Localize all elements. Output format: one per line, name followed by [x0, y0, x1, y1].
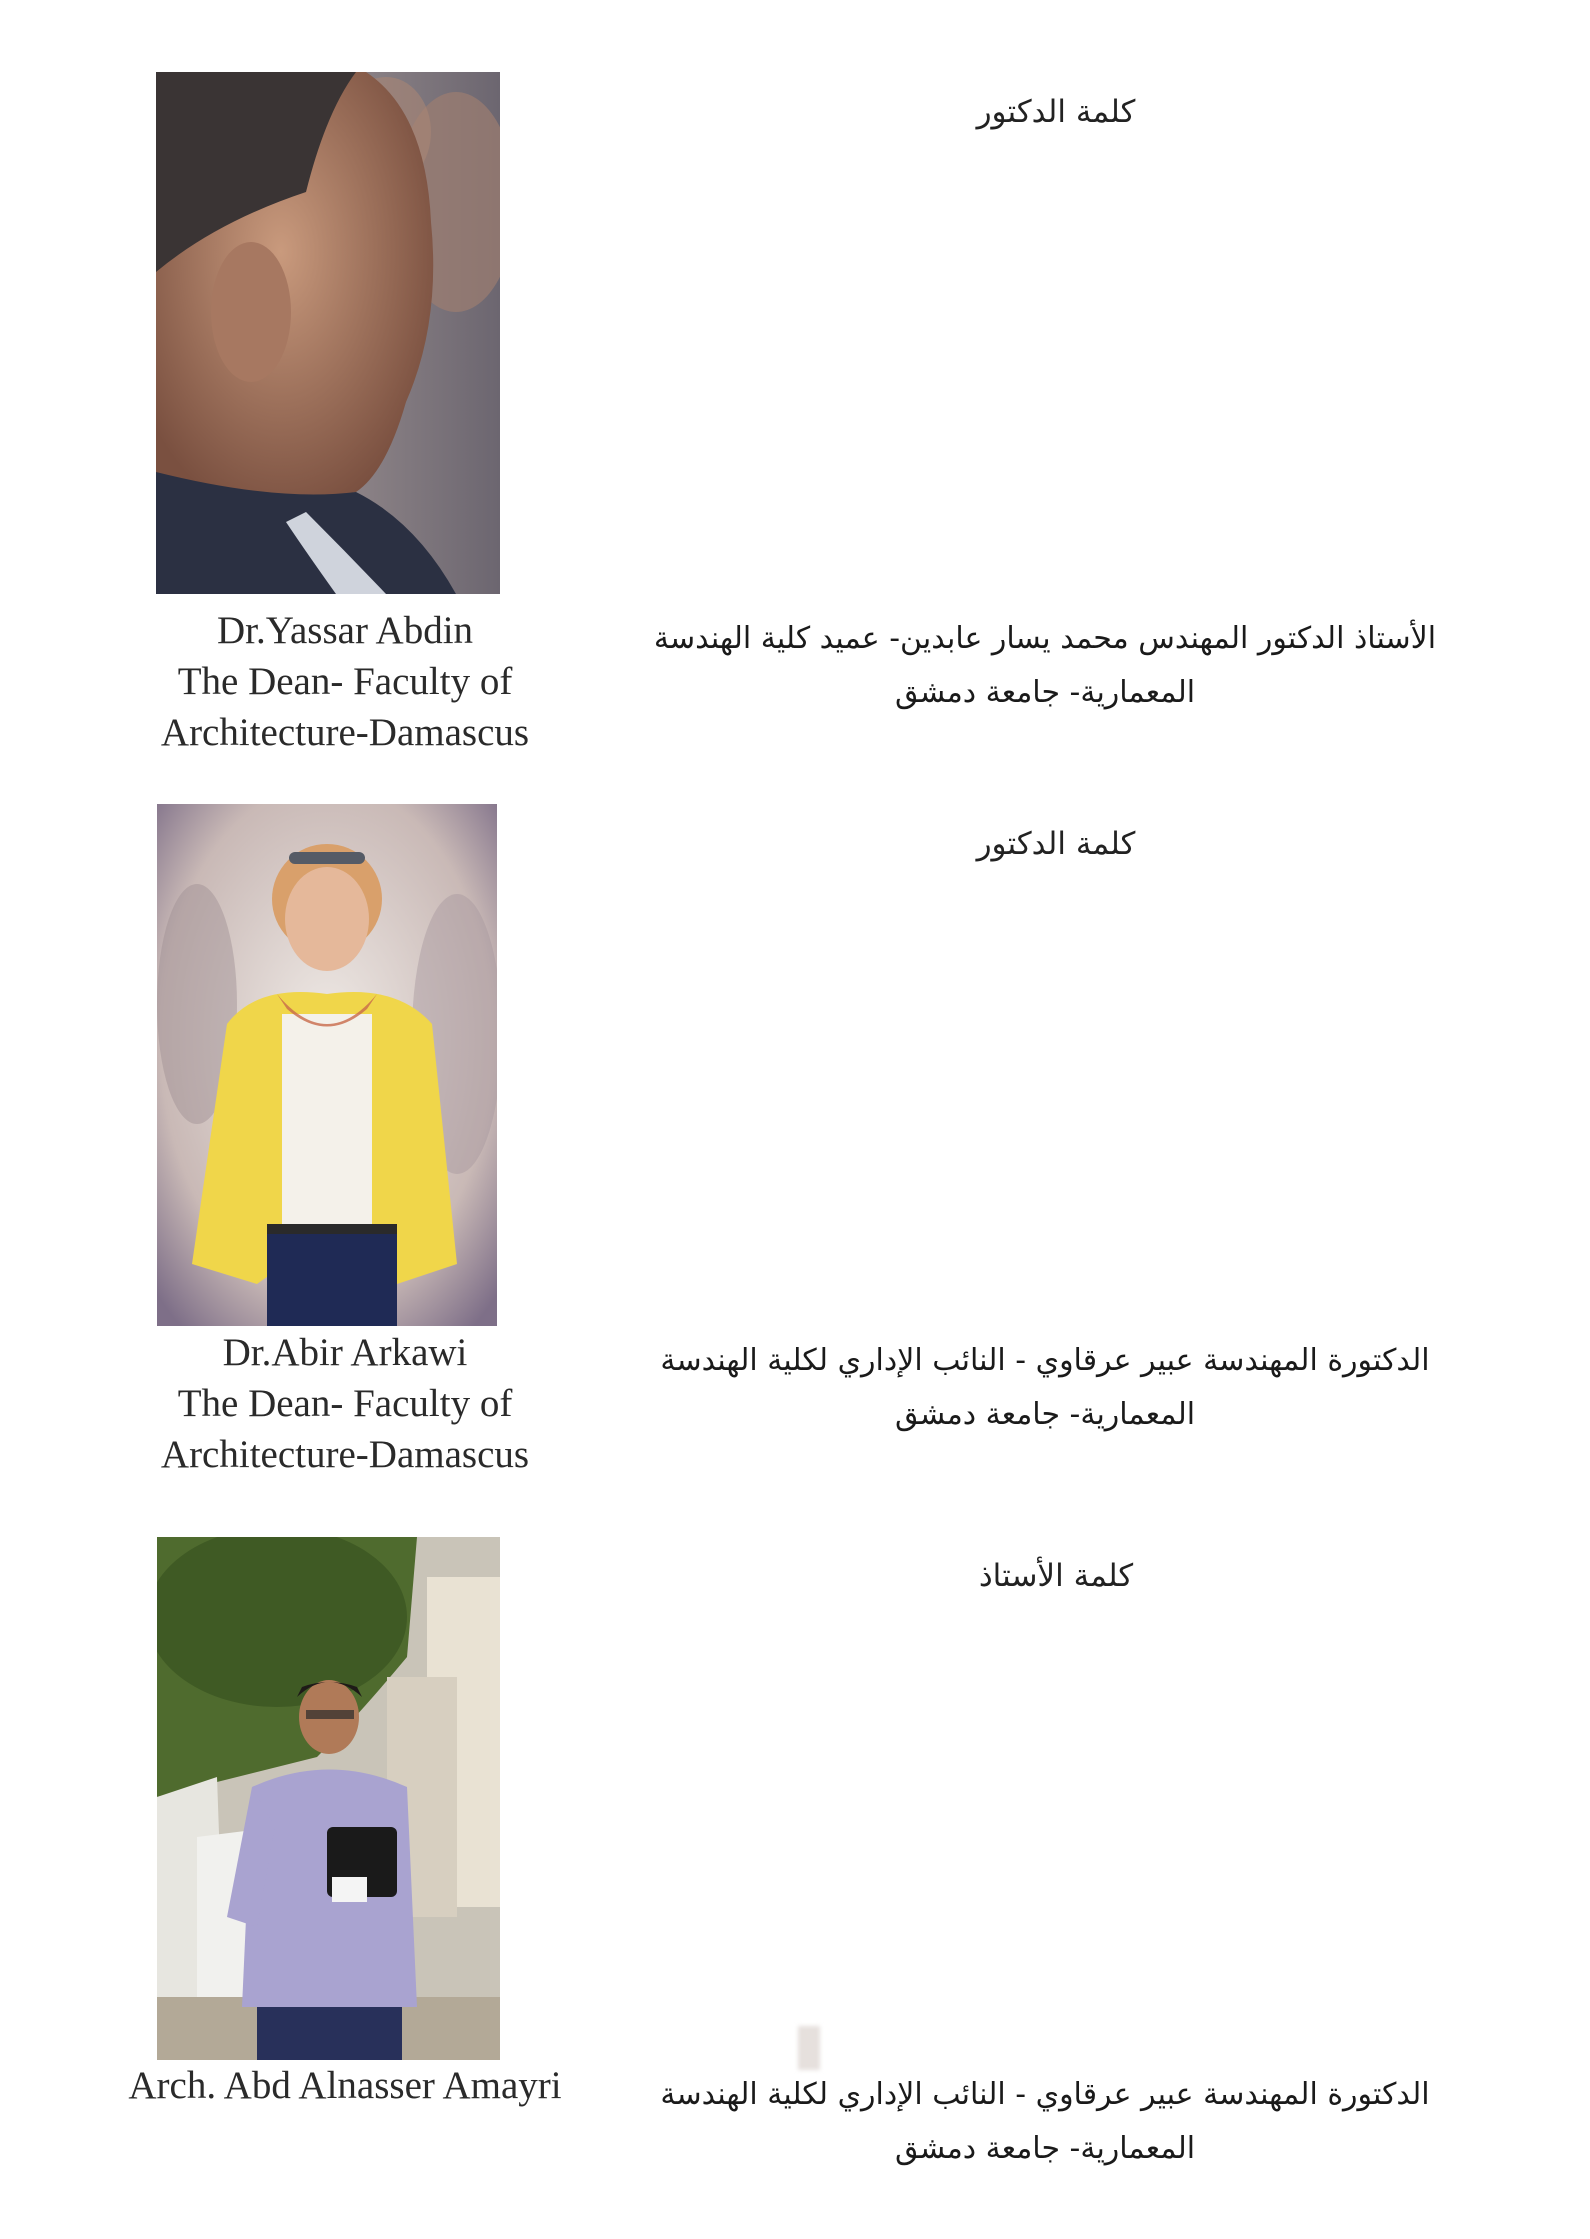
portrait-photo-woman-yellow-jacket-icon — [157, 804, 497, 1326]
profile-title: The Dean- Faculty of — [177, 660, 513, 703]
description-line: الدكتورة المهندسة عبير عرقاوي - النائب الإداري لكلية الهندسة — [660, 1343, 1430, 1378]
description-line: المعمارية- جامعة دمشق — [894, 675, 1196, 710]
profile-photo-abd-alnasser-amayri — [157, 1537, 500, 2060]
profile-name: Dr.Yassar Abdin — [216, 609, 474, 652]
profile-description — [600, 1334, 1490, 1442]
profile-heading: كلمة الأستاذ — [978, 1558, 1134, 1594]
profile-title: Architecture-Damascus — [160, 711, 530, 754]
portrait-photo-man-outdoors-icon — [157, 1537, 500, 2060]
description-line: الدكتورة المهندسة عبير عرقاوي - النائب الإداري لكلية الهندسة — [660, 2077, 1430, 2112]
profile-heading: كلمة الدكتور — [976, 94, 1136, 130]
description-line: الأستاذ الدكتور المهندس محمد يسار عابدين- عميد كلية الهندسة — [653, 621, 1437, 656]
profile-heading: كلمة الدكتور — [976, 826, 1136, 862]
profile-name: Dr.Abir Arkawi — [222, 1331, 468, 1374]
profile-name: Arch. Abd Alnasser Amayri — [128, 2064, 562, 2107]
profile-description — [600, 612, 1490, 720]
portrait-photo-man-profile-icon — [156, 72, 500, 594]
scan-artifact — [798, 2026, 820, 2070]
profile-title: Architecture-Damascus — [160, 1433, 530, 1476]
description-line: المعمارية- جامعة دمشق — [894, 1397, 1196, 1432]
profile-caption — [100, 2060, 590, 2111]
profile-photo-yassar-abdin — [156, 72, 500, 594]
profile-title: The Dean- Faculty of — [177, 1382, 513, 1425]
profile-caption — [100, 605, 590, 758]
profile-description — [600, 2068, 1490, 2176]
profile-photo-abir-arkawi — [157, 804, 497, 1326]
description-line: المعمارية- جامعة دمشق — [894, 2131, 1196, 2166]
profile-caption — [100, 1327, 590, 1480]
